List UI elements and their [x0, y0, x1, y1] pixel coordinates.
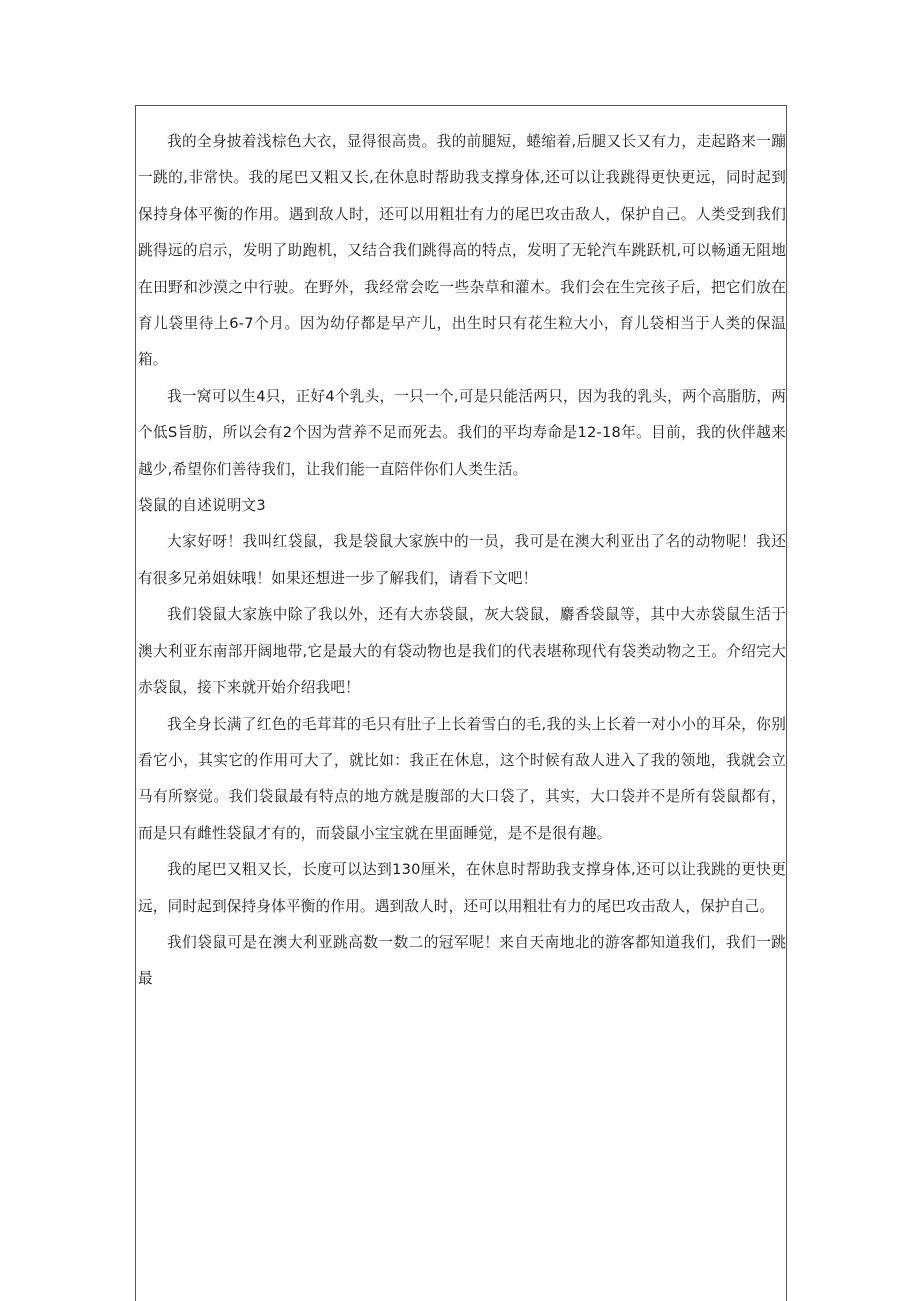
- section-heading: 袋鼠的自述说明文3: [138, 497, 266, 515]
- paragraph-family: 我们袋鼠大家族中除了我以外，还有大赤袋鼠，灰大袋鼠，麝香袋鼠等，其中大赤袋鼠生活于澳大利亚东南部开阔地带,它是最大的有袋动物也是我们的代表堪称现代有袋类动物之王。介绍完大赤袋鼠，接下来就开始介绍我吧！: [138, 606, 786, 697]
- paragraph-tail: 我的尾巴又粗又长，长度可以达到130厘米，在休息时帮助我支撑身体,还可以让我跳的更快更远，同时起到保持身体平衡的作用。遇到敌人时，还可以用粗壮有力的尾巴攻击敌人，保护自己。: [138, 861, 786, 915]
- document-body: [138, 124, 786, 998]
- paragraph-introduction: 大家好呀！我叫红袋鼠，我是袋鼠大家族中的一员，我可是在澳大利亚出了名的动物呢！我还有很多兄弟姐妹哦！如果还想进一步了解我们，请看下文吧！: [138, 533, 786, 587]
- paragraph-body-features: 我全身长满了红色的毛茸茸的毛只有肚子上长着雪白的毛,我的头上长着一对小小的耳朵，你别看它小，其实它的作用可大了，就比如：我正在休息，这个时候有敌人进入了我的领地，我就会立马有所察觉。我们袋鼠最有特点的地方就是腹部的大口袋了，其实，大口袋并不是所有袋鼠都有，而是只有雌性袋鼠才有的，而袋鼠小宝宝就在里面睡觉，是不是很有趣。: [138, 715, 786, 842]
- paragraph-reproduction: 我一窝可以生4只，正好4个乳头，一只一个,可是只能活两只，因为我的乳头，两个高脂肪，两个低S旨肪，所以会有2个因为营养不足而死去。我们的平均寿命是12-18年。目前，我的伙伴越来越少,希望你们善待我们，让我们能一直陪伴你们人类生活。: [138, 387, 786, 478]
- paragraph-appearance: 我的全身披着浅棕色大衣，显得很高贵。我的前腿短，蜷缩着,后腿又长又有力，走起路来一蹦一跳的,非常快。我的尾巴又粗又长,在休息时帮助我支撑身体,还可以让我跳得更快更远，同时起到保持身体平衡的作用。遇到敌人时，还可以用粗壮有力的尾巴攻击敌人，保护自己。人类受到我们跳得远的启示，发明了助跑机，又结合我们跳得高的特点，发明了无轮汽车跳跃机,可以畅通无阻地在田野和沙漠之中行驶。在野外，我经常会吃一些杂草和灌木。我们会在生完孩子后，把它们放在育儿袋里待上6-7个月。因为幼仔都是早产儿，出生时只有花生粒大小，育儿袋相当于人类的保温箱。: [138, 133, 786, 369]
- paragraph-jumping: 我们袋鼠可是在澳大利亚跳高数一数二的冠军呢！来自天南地北的游客都知道我们，我们一跳最: [138, 933, 786, 988]
